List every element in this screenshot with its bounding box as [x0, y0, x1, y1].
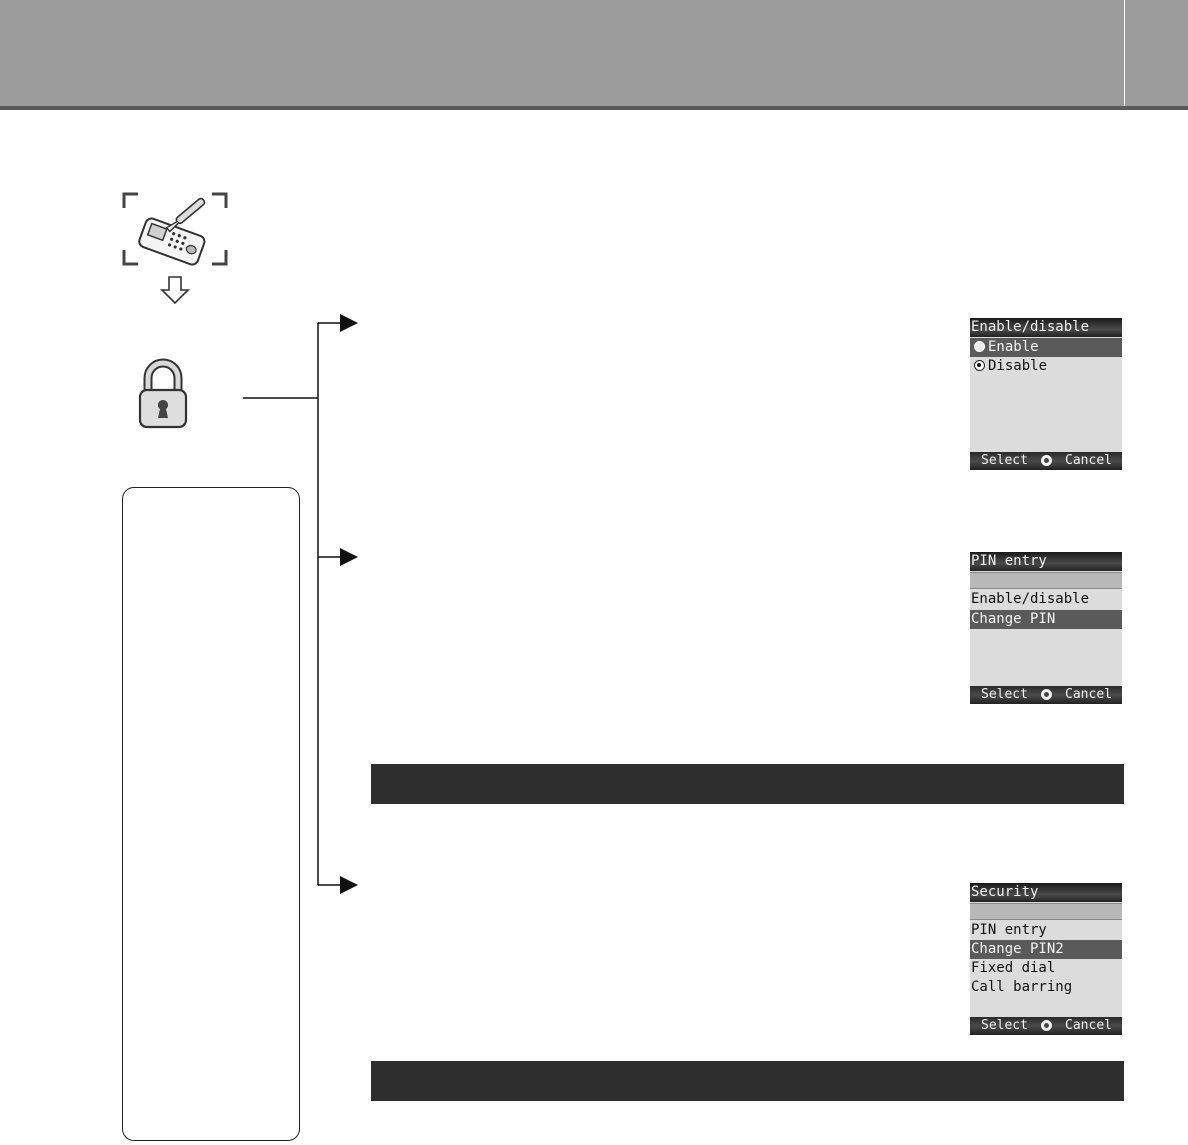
- menu-item-fixed-dial[interactable]: Fixed dial: [971, 960, 1056, 976]
- header-divider: [1124, 0, 1125, 106]
- option-label: Enable: [988, 339, 1039, 355]
- section-bar: [371, 1061, 1124, 1101]
- screen-spacer: [970, 903, 1122, 920]
- side-note-panel: [122, 487, 300, 1141]
- radio-on-icon: [974, 360, 985, 371]
- menu-item-change-pin[interactable]: Change PIN: [970, 610, 1122, 629]
- arrow-head: [340, 548, 358, 566]
- softkey-bar: [970, 452, 1122, 470]
- screen-title: PIN entry: [970, 552, 1122, 571]
- section-bar: [371, 764, 1124, 804]
- menu-item-enable-disable[interactable]: Enable/disable: [971, 591, 1090, 607]
- select-softkey[interactable]: Select: [981, 453, 1028, 468]
- page-header: [0, 0, 1188, 106]
- security-screen: [970, 883, 1122, 1035]
- nav-key-icon: [1041, 1020, 1052, 1031]
- pin-entry-screen: [970, 552, 1122, 704]
- nav-key-icon: [1041, 455, 1052, 466]
- screen-title: Enable/disable: [970, 318, 1122, 337]
- header-rule: [0, 106, 1188, 110]
- option-enable[interactable]: [970, 338, 1122, 357]
- option-disable[interactable]: [970, 357, 1122, 376]
- enable-disable-screen: [970, 318, 1122, 470]
- select-softkey[interactable]: Select: [981, 1018, 1028, 1033]
- screen-spacer: [970, 572, 1122, 589]
- down-arrow-icon: [160, 275, 190, 305]
- softkey-bar: [970, 686, 1122, 704]
- menu-item-pin-entry[interactable]: PIN entry: [971, 922, 1047, 938]
- select-softkey[interactable]: Select: [981, 687, 1028, 702]
- padlock-icon: [136, 358, 190, 430]
- cancel-softkey[interactable]: Cancel: [1065, 453, 1112, 468]
- cancel-softkey[interactable]: Cancel: [1065, 1018, 1112, 1033]
- radio-off-icon: [974, 341, 985, 352]
- cancel-softkey[interactable]: Cancel: [1065, 687, 1112, 702]
- softkey-bar: [970, 1017, 1122, 1035]
- nav-key-icon: [1041, 689, 1052, 700]
- arrow-head: [340, 314, 358, 332]
- arrow-head: [340, 876, 358, 894]
- menu-item-change-pin2[interactable]: Change PIN2: [970, 940, 1122, 959]
- phone-with-wrench-icon: [122, 190, 228, 268]
- menu-item-call-barring[interactable]: Call barring: [971, 979, 1073, 995]
- screen-title: Security: [970, 883, 1122, 902]
- option-label: Disable: [988, 358, 1048, 374]
